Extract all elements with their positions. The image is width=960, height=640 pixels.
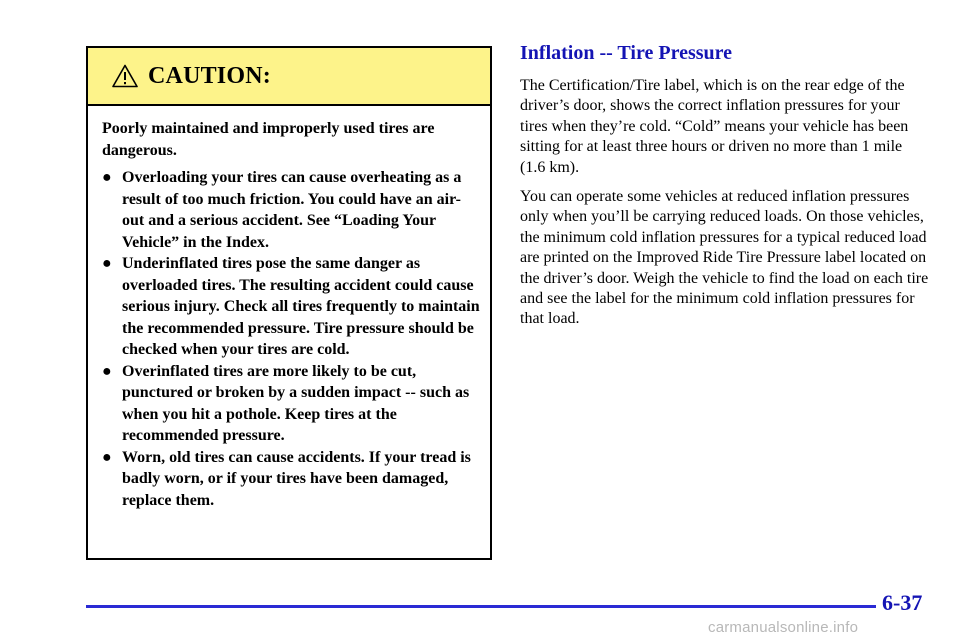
caution-bullet-text: Underinflated tires pose the same danger as overloaded tires. The resulting accident could cause serious injury. Check all tires frequently to maintain the recommended pressure. Tire pressure should be checked when your tires are cold. xyxy=(122,255,480,358)
watermark: carmanualsonline.info xyxy=(708,619,859,636)
page-number: 6-37 xyxy=(882,590,923,615)
bullet-icon: ● xyxy=(102,169,112,186)
caution-bullet xyxy=(102,253,480,361)
caution-bullet xyxy=(102,167,480,253)
section-paragraph: The Certification/Tire label, which is on the rear edge of the driver’s door, shows the correct inflation pressures for your tires when they’re cold. “Cold” means your vehicle has been sitting for at least three hours or driven no more than 1 mile (1.6 km). xyxy=(520,77,909,176)
warning-triangle-icon xyxy=(112,64,138,88)
caution-intro: Poorly maintained and improperly used tires are dangerous. xyxy=(102,120,435,159)
caution-title: CAUTION: xyxy=(148,62,271,89)
caution-box xyxy=(86,46,492,560)
caution-bullet xyxy=(102,447,480,512)
caution-bullet xyxy=(102,361,480,447)
section-paragraph: You can operate some vehicles at reduced inflation pressures only when you’ll be carrying reduced loads. On those vehicles, the minimum cold inflation pressures for a typical reduced load are printed on the Improved Ride Tire Pressure label located on the driver’s door. Weigh the vehicle to find the load on each tire and see the label for the minimum cold inflation pressures for that load. xyxy=(520,188,929,328)
bullet-icon: ● xyxy=(102,448,112,466)
section-title: Inflation -- Tire Pressure xyxy=(520,42,733,64)
caution-header xyxy=(88,48,490,106)
caution-bullet-text: Worn, old tires can cause accidents. If your tread is badly worn, or if your tires have been damaged, replace them. xyxy=(122,448,471,509)
footer-divider xyxy=(86,605,876,608)
bullet-icon: ● xyxy=(102,362,112,380)
inflation-section xyxy=(520,42,930,339)
caution-bullet-text: Overloading your tires can cause overheating as a result of too much friction. You could have an air-out and a serious accident. See “Loading Your Vehicle” in the Index. xyxy=(122,169,462,251)
bullet-icon: ● xyxy=(102,255,112,272)
caution-body xyxy=(88,106,490,511)
caution-bullet-text: Overinflated tires are more likely to be cut, punctured or broken by a sudden impact -- such as when you hit a pothole. Keep tires at the recommended pressure. xyxy=(122,362,470,444)
